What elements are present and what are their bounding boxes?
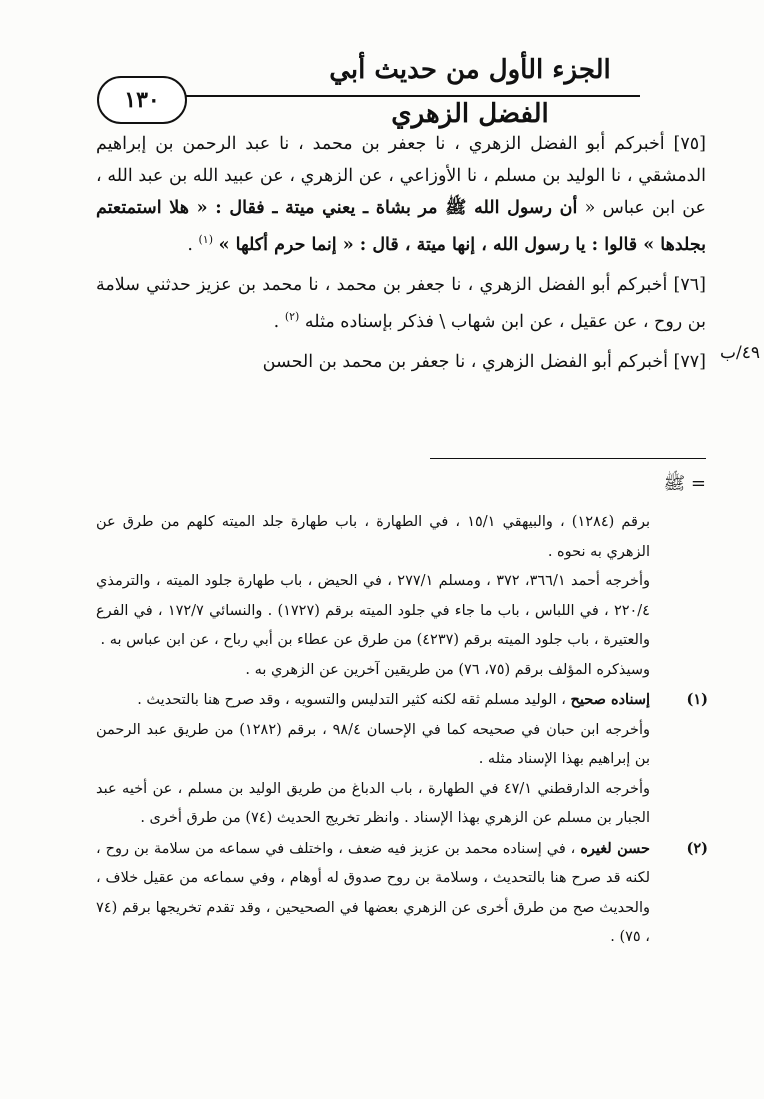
- hadith-76: [96, 269, 706, 338]
- main-text: [96, 128, 706, 386]
- footnote-2-number: (٢): [686, 839, 708, 857]
- footnote-1-paragraph-3: وأخرجه الدارقطني ٤٧/١ في الطهارة ، باب الدباغ من طريق الوليد بن مسلم ، عن أخيه عبد الجبار بن مسلم عن الزهري بهذا الإسناد . وانظر تخريج الحديث (٧٤) من طرق أخرى .: [96, 780, 650, 826]
- hadith-75-end: .: [187, 234, 193, 255]
- footnotes: [96, 508, 708, 953]
- hadith-77-text: [٧٧] أخبركم أبو الفضل الزهري ، نا جعفر بن محمد بن الحسن: [262, 351, 706, 372]
- hadith-75-matn: أن رسول الله ﷺ مر بشاة ـ يعني ميتة ـ فقال : « هلا استمتعتم بجلدها » قالوا : يا رسول الله ، إنها ميتة ، قال : « إنما حرم أكلها »: [96, 198, 706, 255]
- footnote-continuation-1: برقم (١٢٨٤) ، والبيهقي ١٥/١ ، في الطهارة ، باب طهارة جلد الميته كلهم من طرق عن الزهري به نحوه .: [96, 514, 650, 560]
- footnote-2-grade: حسن لغيره: [580, 839, 651, 857]
- hadith-75: [96, 128, 706, 261]
- hadith-76-end: .: [273, 311, 280, 332]
- hadith-77: [96, 346, 706, 378]
- running-header-title: الجزء الأول من حديث أبي الفضل الزهري: [329, 55, 611, 129]
- header-rule: [180, 95, 640, 97]
- continuation-mark: = ﷺ: [663, 473, 706, 494]
- footnote-1-number: (١): [686, 691, 708, 708]
- page-number-badge: ١٣٠: [97, 76, 187, 124]
- footnote-1-grade: إسناده صحيح: [570, 691, 650, 708]
- footnote-ref-2[interactable]: (٢): [284, 309, 300, 323]
- footnote-ref-1[interactable]: (١): [198, 233, 213, 246]
- footnote-2: [96, 834, 708, 953]
- footnote-1-paragraph-2: وأخرجه ابن حبان في صحيحه كما في الإحسان ٩٨/٤ ، برقم (١٢٨٢) من طريق عبد الرحمن بن إبراهيم بهذا الإسناد مثله .: [96, 721, 650, 767]
- hadith-75-isnad: [٧٥] أخبركم أبو الفضل الزهري ، نا جعفر بن محمد ، نا عبد الرحمن بن إبراهيم الدمشقي ، نا الوليد بن مسلم ، نا الأوزاعي ، عن الزهري ، عن عبيد الله بن عبد الله ، عن ابن عباس «: [96, 134, 706, 218]
- footnote-separator: [430, 458, 706, 459]
- footnote-continuation-3: وسيذكره المؤلف برقم (٧٥، ٧٦) من طريقين آخرين عن الزهري به .: [245, 661, 650, 678]
- manuscript-folio-note: ٤٩/ب: [720, 343, 760, 363]
- footnote-1-text: ، الوليد مسلم ثقه لكنه كثير التدليس والتسويه ، وقد صرح هنا بالتحديث .: [137, 692, 566, 708]
- hadith-76-text: [٧٦] أخبركم أبو الفضل الزهري ، نا جعفر بن محمد ، نا محمد بن عزيز حدثني سلامة بن روح ، عن عقيل ، عن ابن شهاب \ فذكر بإسناده مثله: [96, 274, 706, 332]
- footnote-2-text: ، في إسناده محمد بن عزيز فيه ضعف ، واختلف في سماعه من سلامة بن روح ، لكنه قد صرح هنا بالتحديث ، وسلامة بن روح صدوق له أوهام ، وفي سماعه من عقيل خلاف ، والحديث صح من طرق أخرى عن الزهري بعضها في الصحيحين ، وقد تقدم تخريجها برقم (٧٤ ، ٧٥) .: [96, 840, 650, 945]
- footnote-1: [96, 685, 708, 716]
- footnote-continuation-2: وأخرجه أحمد ٣٦٦/١، ٣٧٢ ، ومسلم ٢٧٧/١ ، في الحيض ، باب طهارة جلود الميته ، والترمذي ٢٢٠/٤ ، في اللباس ، باب ما جاء في جلود الميته برقم (١٧٢٧) . والنسائي ١٧٢/٧ ، في الفرع والعتيرة ، باب جلود الميته برقم (٤٢٣٧) من طرق عن عطاء بن أبي رباح ، عن ابن عباس به .: [96, 573, 651, 648]
